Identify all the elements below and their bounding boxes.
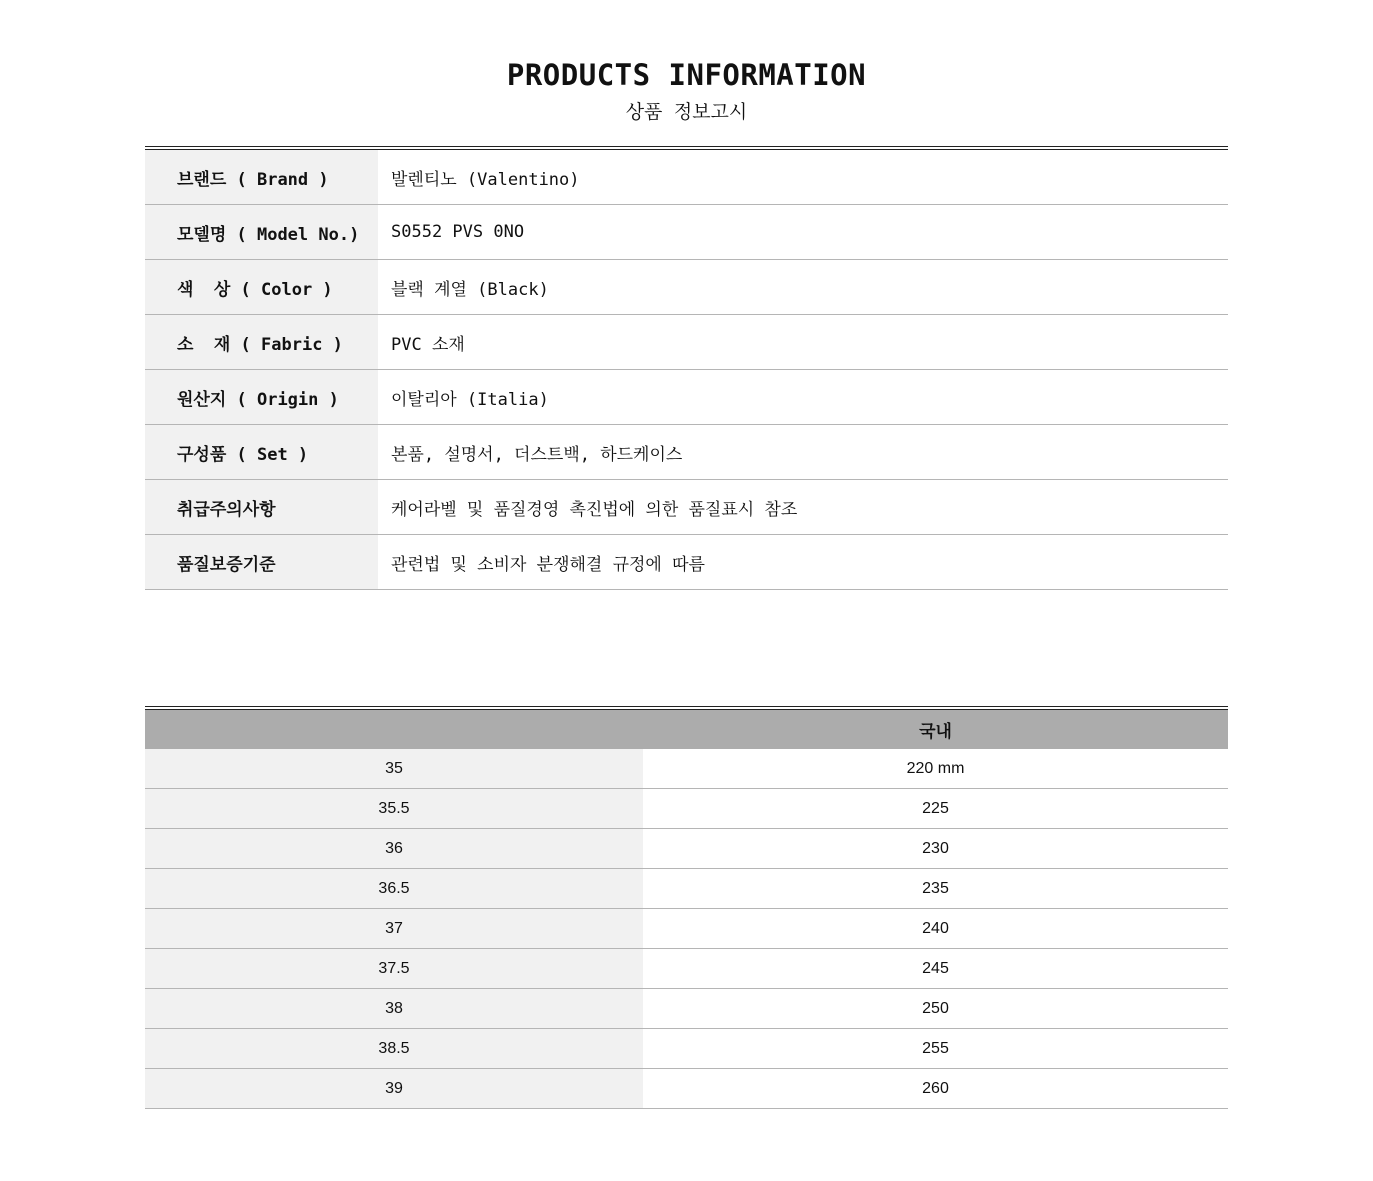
- size-row: [145, 989, 1228, 1029]
- size-row: [145, 869, 1228, 909]
- size-kr: 230: [922, 839, 949, 857]
- page-title: PRODUCTS INFORMATION: [506, 58, 867, 92]
- info-value: 이탈리아 (Italia): [391, 389, 549, 410]
- size-row: [145, 909, 1228, 949]
- info-value: S0552 PVS 0NO: [391, 222, 525, 242]
- size-eu: 38.5: [145, 1029, 643, 1068]
- size-kr: 255: [922, 1039, 949, 1057]
- size-eu: 37.5: [145, 949, 643, 988]
- size-row: [145, 949, 1228, 989]
- size-row: [145, 789, 1228, 829]
- size-eu: 36: [145, 829, 643, 868]
- size-row: [145, 1069, 1228, 1109]
- info-row: [145, 260, 1228, 315]
- info-row: [145, 370, 1228, 425]
- info-value: 블랙 계열 (Black): [391, 279, 549, 300]
- size-eu: 35: [145, 749, 643, 788]
- header-cell-kr: 국내: [919, 722, 952, 742]
- size-eu: 38: [145, 989, 643, 1028]
- size-row: [145, 1029, 1228, 1069]
- info-label: 구성품 ( Set ): [145, 425, 378, 479]
- size-eu: 39: [145, 1069, 643, 1108]
- info-row: [145, 315, 1228, 370]
- product-info-table: [145, 146, 1228, 590]
- info-label: 소 재 ( Fabric ): [145, 315, 378, 369]
- size-row: [145, 749, 1228, 789]
- info-label: 품질보증기준: [145, 535, 378, 589]
- size-kr: 245: [922, 959, 949, 977]
- info-row: [145, 150, 1228, 205]
- info-label: 브랜드 ( Brand ): [145, 150, 378, 204]
- size-eu: 36.5: [145, 869, 643, 908]
- size-eu: 35.5: [145, 789, 643, 828]
- info-label: 취급주의사항: [145, 480, 378, 534]
- info-label: 모델명 ( Model No.): [145, 205, 378, 259]
- size-kr: 250: [922, 999, 949, 1017]
- info-row: [145, 480, 1228, 535]
- size-kr: 260: [922, 1079, 949, 1097]
- info-value: PVC 소재: [391, 334, 465, 355]
- info-value: 본품, 설명서, 더스트백, 하드케이스: [391, 444, 683, 465]
- info-row: [145, 205, 1228, 260]
- info-label: 색 상 ( Color ): [145, 260, 378, 314]
- info-label: 원산지 ( Origin ): [145, 370, 378, 424]
- size-kr: 225: [922, 799, 949, 817]
- info-value: 케어라벨 및 품질경영 촉진법에 의한 품질표시 참조: [391, 499, 798, 520]
- size-row: [145, 829, 1228, 869]
- size-kr: 235: [922, 879, 949, 897]
- size-eu: 37: [145, 909, 643, 948]
- info-value: 발렌티노 (Valentino): [391, 169, 580, 190]
- page-subtitle: 상품 정보고시: [625, 101, 748, 123]
- info-row: [145, 425, 1228, 480]
- info-row: [145, 535, 1228, 590]
- header-cell-eu: [145, 710, 643, 749]
- info-value: 관련법 및 소비자 분쟁해결 규정에 따름: [391, 554, 705, 575]
- size-table-header: [145, 710, 1228, 749]
- size-kr: 220 mm: [906, 759, 965, 777]
- size-table: [145, 706, 1228, 1109]
- size-kr: 240: [922, 919, 949, 937]
